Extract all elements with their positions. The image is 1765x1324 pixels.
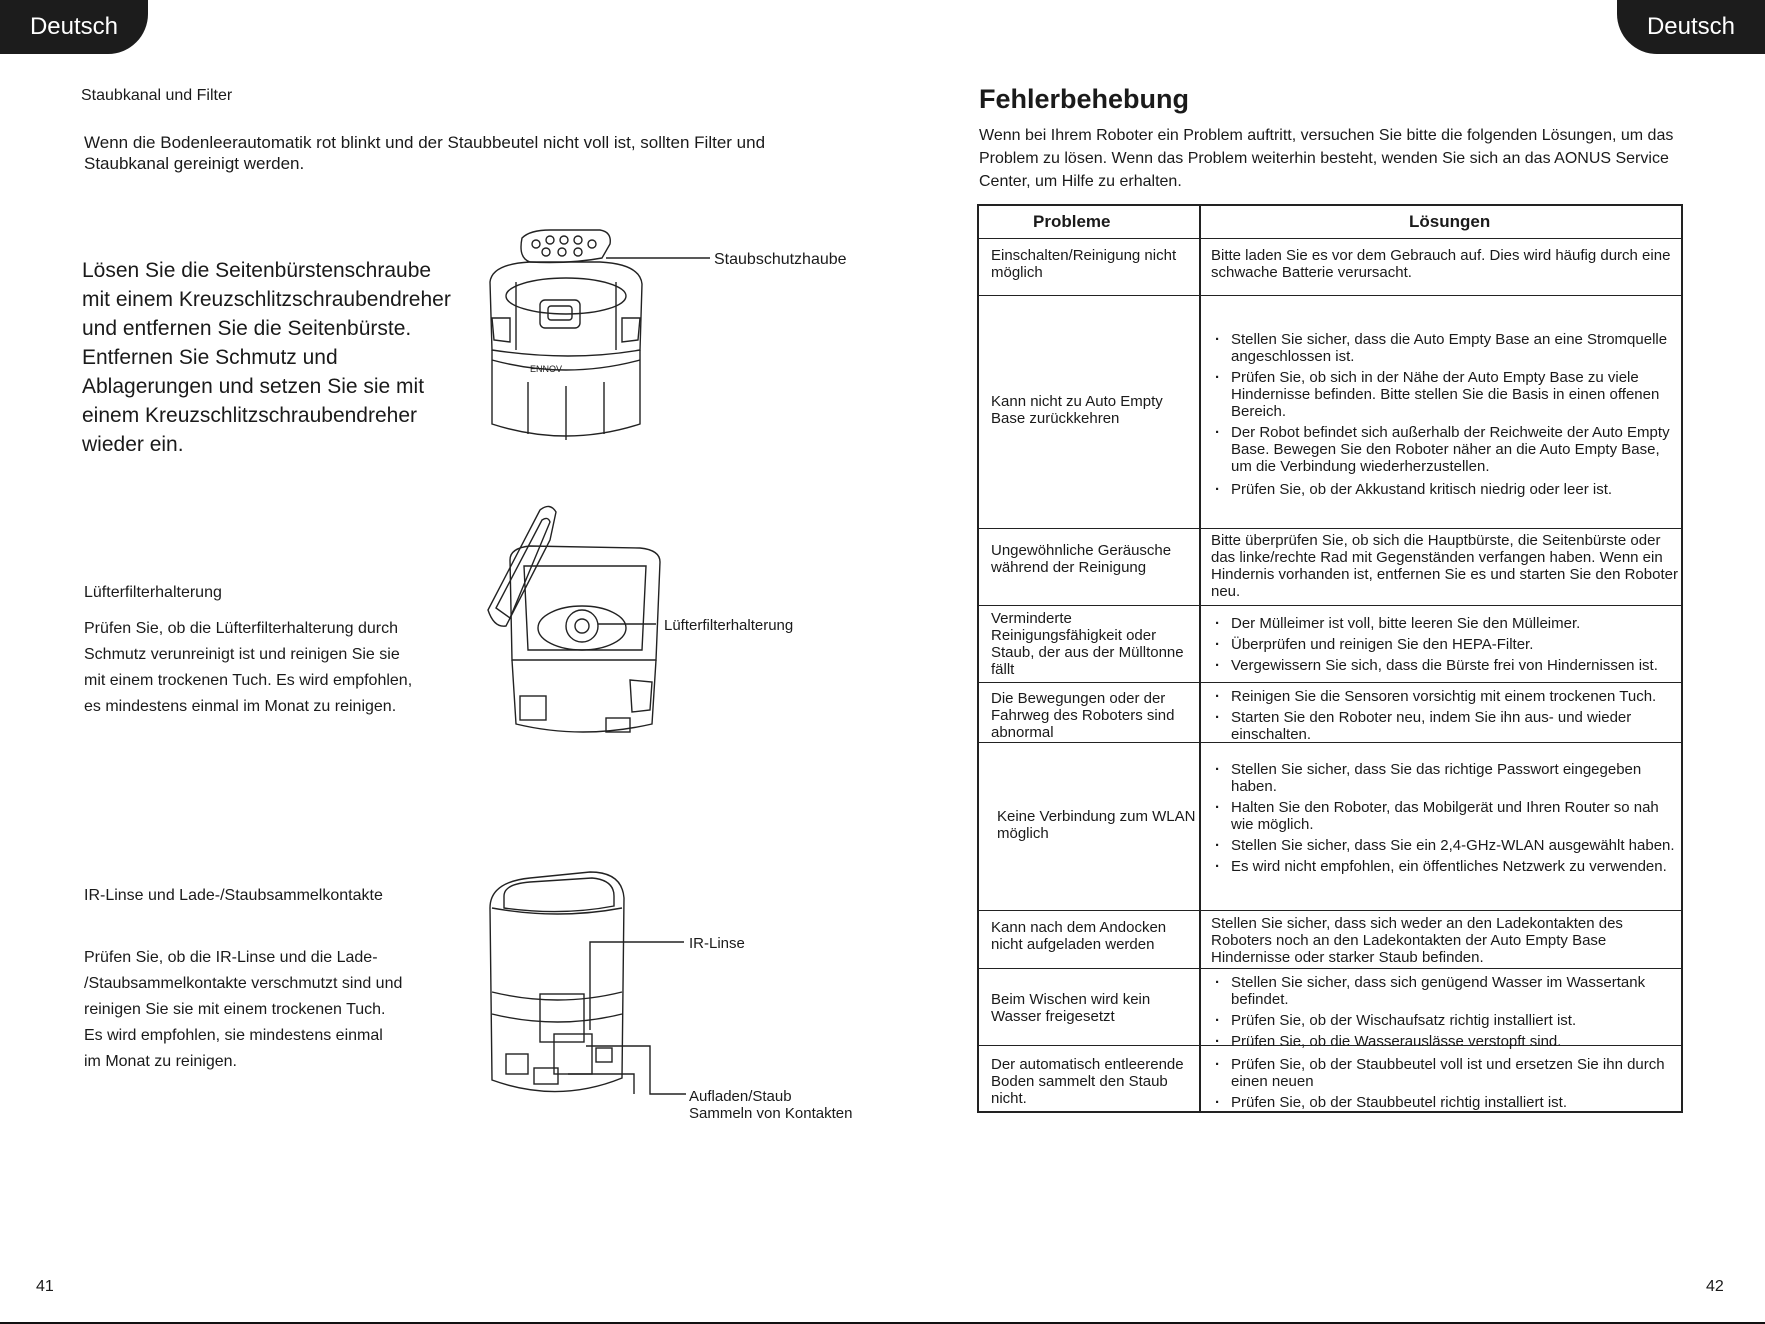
solution-list: [1211, 1056, 1679, 1115]
header-problems: Probleme: [1033, 212, 1111, 231]
solution-item: · Prüfen Sie, ob der Akkustand kritisch niedrig oder leer ist.: [1211, 481, 1679, 498]
solution-item: · Stellen Sie sicher, dass Sie das richtige Passwort eingegeben haben.: [1211, 761, 1679, 795]
solution-item: · Stellen Sie sicher, dass Sie ein 2,4-GHz-WLAN ausgewählt haben.: [1211, 837, 1679, 854]
solution-item: · Halten Sie den Roboter, das Mobilgerät und Ihren Router so nah wie möglich.: [1211, 799, 1679, 833]
label-fan-filter-holder: Lüfterfilterhalterung: [664, 617, 794, 634]
ir-lens-illustration: [470, 868, 770, 1118]
troubleshooting-table: [977, 204, 1683, 1113]
brand-mark: ENNOV: [530, 364, 563, 374]
solution-item: · Vergewissern Sie sich, dass die Bürste frei von Hindernissen ist.: [1211, 657, 1679, 674]
label-contacts-line2: Sammeln von Kontakten: [689, 1105, 853, 1122]
solution-item: · Stellen Sie sicher, dass sich genügend Wasser im Wassertank befindet.: [1211, 974, 1679, 1008]
section-title-dust-channel: Staubkanal und Filter: [81, 87, 233, 104]
language-tab-left: Deutsch: [0, 0, 148, 54]
problem-cell: Der automatisch entleerende Boden sammelt den Staub nicht.: [991, 1056, 1184, 1107]
problem-cell: Verminderte Reinigungsfähigkeit oder Staub, der aus der Mülltonne fällt: [991, 610, 1184, 678]
solution-item: · Überprüfen und reinigen Sie den HEPA-Filter.: [1211, 636, 1679, 653]
solution-list: [1211, 974, 1679, 1054]
table-row: [979, 605, 1681, 683]
section-title-fan-filter: Lüfterfilterhalterung: [84, 584, 222, 601]
table-row: [979, 295, 1681, 529]
solution-item: · Der Mülleimer ist voll, bitte leeren Sie den Mülleimer.: [1211, 615, 1679, 632]
table-row: [979, 742, 1681, 911]
problem-cell: Keine Verbindung zum WLAN möglich: [997, 808, 1196, 842]
solution-list: [1211, 761, 1679, 879]
problem-cell: Die Bewegungen oder der Fahrweg des Roboters sind abnormal: [991, 690, 1175, 741]
solution-list: [1211, 615, 1679, 678]
solution-cell: Bitte überprüfen Sie, ob sich die Hauptbürste, die Seitenbürste oder das linke/rechte Rad mit Gegenständen verfangen haben. Wenn ein Hindernis vorhanden ist, entfernen Sie es und starten Sie den Roboter neu.: [1211, 532, 1678, 600]
label-dust-cover: Staubschutzhaube: [714, 251, 847, 268]
section-title-ir-lens: IR-Linse und Lade-/Staubsammelkontakte: [84, 887, 383, 904]
solution-item: · Prüfen Sie, ob sich in der Nähe der Auto Empty Base zu viele Hindernisse befinden. Bitte stellen Sie die Basis in einen offenen Bereich.: [1211, 369, 1679, 420]
solution-item: · Der Robot befindet sich außerhalb der Reichweite der Auto Empty Base. Bewegen Sie den Roboter näher an die Auto Empty Base, um die Verbindung wiederherzustellen.: [1211, 424, 1679, 475]
solution-list: [1211, 688, 1679, 747]
problem-cell: Ungewöhnliche Geräusche während der Reinigung: [991, 542, 1172, 576]
solution-item: · Prüfen Sie, ob der Wischaufsatz richtig installiert ist.: [1211, 1012, 1679, 1029]
table-row: [979, 528, 1681, 606]
dust-channel-text: Wenn die Bodenleerautomatik rot blinkt und der Staubbeutel nicht voll ist, sollten Filter und Staubkanal gereinigt werden.: [84, 133, 766, 173]
problem-cell: Einschalten/Reinigung nicht möglich: [991, 247, 1177, 281]
fan-filter-text: Prüfen Sie, ob die Lüfterfilterhalterung durch Schmutz verunreinigt ist und reinigen Sie sie mit einem trockenen Tuch. Es wird empfohlen, es mindestens einmal im Monat zu reinigen.: [84, 620, 413, 715]
table-row: [979, 910, 1681, 969]
problem-cell: Kann nach dem Andocken nicht aufgeladen werden: [991, 919, 1167, 953]
solution-item: · Starten Sie den Roboter neu, indem Sie ihn aus- und wieder einschalten.: [1211, 709, 1679, 743]
solution-list: [1211, 331, 1679, 502]
problem-cell: Kann nicht zu Auto Empty Base zurückkehren: [991, 393, 1163, 427]
label-contacts-line1: Aufladen/Staub: [689, 1088, 792, 1105]
solution-cell: Stellen Sie sicher, dass sich weder an den Ladekontakten des Roboters noch an den Ladekontakten der Auto Empty Base Hindernisse oder starker Staub befinden.: [1211, 915, 1623, 966]
page-number-left: 41: [36, 1278, 54, 1295]
solution-item: · Prüfen Sie, ob die Wasserauslässe verstopft sind.: [1211, 1033, 1679, 1050]
solution-item: · Prüfen Sie, ob der Staubbeutel voll ist und ersetzen Sie ihn durch einen neuen: [1211, 1056, 1679, 1090]
solution-item: · Prüfen Sie, ob der Staubbeutel richtig installiert ist.: [1211, 1094, 1679, 1111]
language-tab-right: Deutsch: [1617, 0, 1765, 54]
solution-item: · Es wird nicht empfohlen, ein öffentliches Netzwerk zu verwenden.: [1211, 858, 1679, 875]
problem-cell: Beim Wischen wird kein Wasser freigesetzt: [991, 991, 1151, 1025]
label-ir-lens: IR-Linse: [689, 935, 745, 952]
side-brush-instructions: Lösen Sie die Seitenbürstenschraube mit einem Kreuzschlitzschraubendreher und entfernen Sie die Seitenbürste. Entfernen Sie Schmutz und Ablagerungen und setzen Sie sie mit einem Kreuzschlitzschraubendreher wieder ein.: [82, 259, 451, 456]
page-title: Fehlerbehebung: [979, 84, 1190, 114]
solution-item: · Stellen Sie sicher, dass die Auto Empty Base an eine Stromquelle angeschlossen ist.: [1211, 331, 1679, 365]
intro-text: Wenn bei Ihrem Roboter ein Problem auftritt, versuchen Sie bitte die folgenden Lösungen, um das Problem zu lösen. Wenn das Problem weiterhin besteht, wenden Sie sich an das AONUS Service Center, um Hilfe zu erhalten.: [979, 127, 1674, 190]
solution-item: · Reinigen Sie die Sensoren vorsichtig mit einem trockenen Tuch.: [1211, 688, 1679, 705]
table-row: [979, 682, 1681, 743]
solution-cell: Bitte laden Sie es vor dem Gebrauch auf. Dies wird häufig durch eine schwache Batterie verursacht.: [1211, 247, 1671, 281]
ir-lens-text: Prüfen Sie, ob die IR-Linse und die Lade- /Staubsammelkontakte verschmutzt sind und reinigen Sie sie mit einem trockenen Tuch. Es wird empfohlen, sie mindestens einmal im Monat zu reinigen.: [84, 949, 403, 1070]
table-row: [979, 238, 1681, 296]
page-number-right: 42: [1706, 1278, 1724, 1295]
table-row: [979, 1045, 1681, 1112]
header-solutions: Lösungen: [1409, 212, 1491, 231]
table-row: [979, 968, 1681, 1050]
